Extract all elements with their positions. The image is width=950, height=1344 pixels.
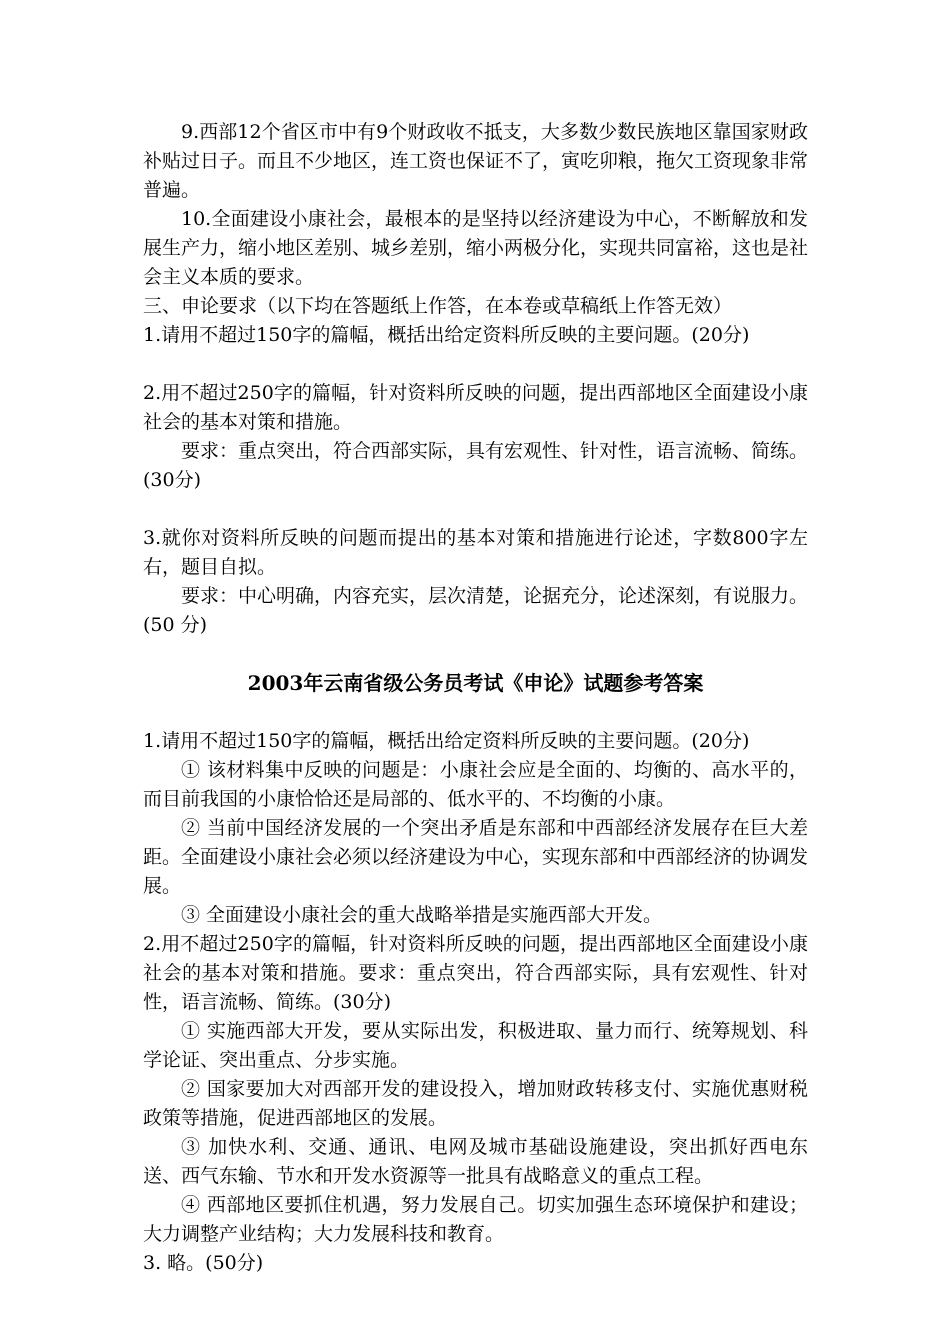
question-3: 3.就你对资料所反映的问题而提出的基本对策和措施进行论述，字数800字左右，题目自拟。 bbox=[143, 527, 808, 578]
answer-1-point-1: ① 该材料集中反映的问题是：小康社会应是全面的、均衡的、高水平的，而目前我国的小康恰恰还是局部的、低水平的、不均衡的小康。 bbox=[143, 759, 808, 810]
answer-2-point-1: ① 实施西部大开发，要从实际出发，积极进取、量力而行、统筹规划、科学论证、突出重点、分步实施。 bbox=[143, 1020, 808, 1071]
answer-2-question: 2.用不超过250字的篇幅，针对资料所反映的问题，提出西部地区全面建设小康社会的基本对策和措施。要求：重点突出，符合西部实际，具有宏观性、针对性，语言流畅、简练。(30分) bbox=[143, 933, 808, 1013]
answer-2-point-3: ③ 加快水利、交通、通讯、电网及城市基础设施建设，突出抓好西电东送、西气东输、节水和开发水资源等一批具有战略意义的重点工程。 bbox=[143, 1136, 808, 1187]
document-body bbox=[143, 118, 808, 1278]
question-1: 1.请用不超过150字的篇幅，概括出给定资料所反映的主要问题。(20分) bbox=[143, 324, 750, 346]
spacer bbox=[143, 640, 808, 669]
paragraph-10: 10.全面建设小康社会，最根本的是坚持以经济建设为中心，不断解放和发展生产力，缩小地区差别、城乡差别，缩小两极分化，实现共同富裕，这也是社会主义本质的要求。 bbox=[143, 208, 809, 288]
answer-1-point-2: ② 当前中国经济发展的一个突出矛盾是东部和中西部经济发展存在巨大差距。全面建设小康社会必须以经济建设为中心，实现东部和中西部经济的协调发展。 bbox=[143, 817, 809, 897]
section-3-heading: 三、申论要求（以下均在答题纸上作答，在本卷或草稿纸上作答无效） bbox=[143, 295, 733, 317]
question-2-requirement: 要求：重点突出，符合西部实际，具有宏观性、针对性，语言流畅、简练。(30分) bbox=[143, 440, 809, 491]
answer-3: 3. 略。(50分) bbox=[143, 1252, 264, 1274]
answer-2-point-4: ④ 西部地区要抓住机遇，努力发展自己。切实加强生态环境保护和建设；大力调整产业结构；大力发展科技和教育。 bbox=[143, 1194, 808, 1245]
spacer bbox=[143, 350, 808, 379]
question-2: 2.用不超过250字的篇幅，针对资料所反映的问题，提出西部地区全面建设小康社会的基本对策和措施。 bbox=[143, 382, 808, 433]
answer-2-point-2: ② 国家要加大对西部开发的建设投入，增加财政转移支付、实施优惠财税政策等措施，促进西部地区的发展。 bbox=[143, 1078, 808, 1129]
answer-title: 2003年云南省级公务员考试《申论》试题参考答案 bbox=[247, 671, 704, 695]
answer-1-point-3: ③ 全面建设小康社会的重大战略举措是实施西部大开发。 bbox=[181, 904, 663, 926]
answer-1-question: 1.请用不超过150字的篇幅，概括出给定资料所反映的主要问题。(20分) bbox=[143, 730, 750, 752]
paragraph-9: 9.西部12个省区市中有9个财政收不抵支，大多数少数民族地区靠国家财政补贴过日子。而且不少地区，连工资也保证不了，寅吃卯粮，拖欠工资现象非常普遍。 bbox=[143, 121, 809, 201]
question-3-requirement: 要求：中心明确，内容充实，层次清楚，论据充分，论述深刻，有说服力。(50 分) bbox=[143, 585, 809, 636]
spacer bbox=[143, 698, 808, 727]
spacer bbox=[143, 495, 808, 524]
